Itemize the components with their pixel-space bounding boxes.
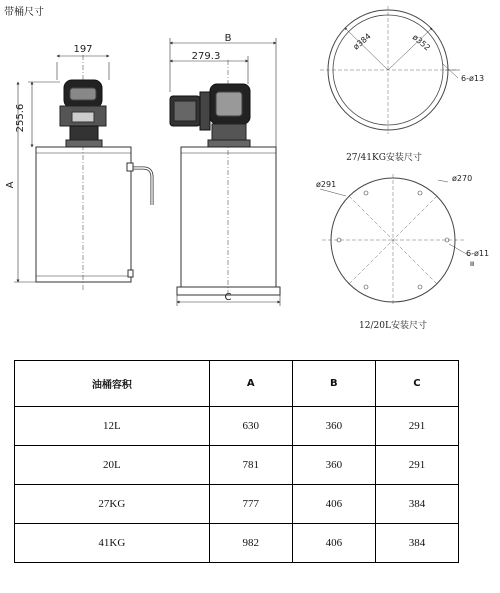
dim-width: 197 bbox=[73, 44, 93, 55]
side-pump-unit bbox=[170, 84, 250, 147]
plate-large-inner-diameter: ø352 bbox=[410, 32, 432, 53]
plate-small-left-diameter: ø291 bbox=[316, 180, 337, 189]
table-cell: 406 bbox=[292, 485, 375, 524]
table-cell: 384 bbox=[375, 524, 458, 563]
table-cell: 630 bbox=[209, 407, 292, 446]
front-barrel bbox=[36, 147, 131, 282]
plate-small-holes: 6-ø11 bbox=[466, 249, 490, 258]
table-cell: 291 bbox=[375, 407, 458, 446]
plate-large-outer-diameter: ø384 bbox=[351, 31, 373, 52]
table-row bbox=[15, 407, 459, 446]
table-cell: 360 bbox=[292, 446, 375, 485]
plate-large bbox=[320, 6, 460, 134]
table-cell: 781 bbox=[209, 446, 292, 485]
plate-small-hole-note: Ⅲ bbox=[470, 261, 475, 268]
table-cell: 20L bbox=[15, 446, 210, 485]
table-cell: 291 bbox=[375, 446, 458, 485]
table-cell: 360 bbox=[292, 407, 375, 446]
table-row bbox=[15, 485, 459, 524]
table-cell: 27KG bbox=[15, 485, 210, 524]
table-cell: 41KG bbox=[15, 524, 210, 563]
header-c: C bbox=[375, 361, 458, 407]
front-view bbox=[14, 55, 152, 290]
dim-height: 255.6 bbox=[15, 103, 26, 133]
table-row bbox=[15, 524, 459, 563]
dim-b: B bbox=[224, 33, 232, 44]
header-a: A bbox=[209, 361, 292, 407]
front-pump-unit bbox=[60, 80, 106, 147]
header-capacity: 油桶容积 bbox=[15, 361, 210, 407]
table-cell: 982 bbox=[209, 524, 292, 563]
plate-small-right-diameter: ø270 bbox=[452, 174, 473, 183]
dim-c: C bbox=[224, 292, 232, 303]
dim-a: A bbox=[5, 181, 16, 189]
plate-small-caption: 12/20L安装尺寸 bbox=[359, 321, 427, 331]
side-view bbox=[170, 38, 280, 306]
page-title: 带桶尺寸 bbox=[4, 7, 44, 18]
plate-large-holes: 6-ø13 bbox=[461, 74, 485, 83]
table-header-row bbox=[15, 361, 459, 407]
return-pipe bbox=[131, 168, 152, 205]
dimension-table bbox=[14, 360, 459, 563]
table-cell: 777 bbox=[209, 485, 292, 524]
table-cell: 406 bbox=[292, 524, 375, 563]
header-b: B bbox=[292, 361, 375, 407]
table-cell: 12L bbox=[15, 407, 210, 446]
side-barrel bbox=[181, 147, 276, 287]
plate-large-caption: 27/41KG安装尺寸 bbox=[346, 153, 422, 163]
table-cell: 384 bbox=[375, 485, 458, 524]
table-row bbox=[15, 446, 459, 485]
dim-279: 279.3 bbox=[191, 51, 221, 62]
